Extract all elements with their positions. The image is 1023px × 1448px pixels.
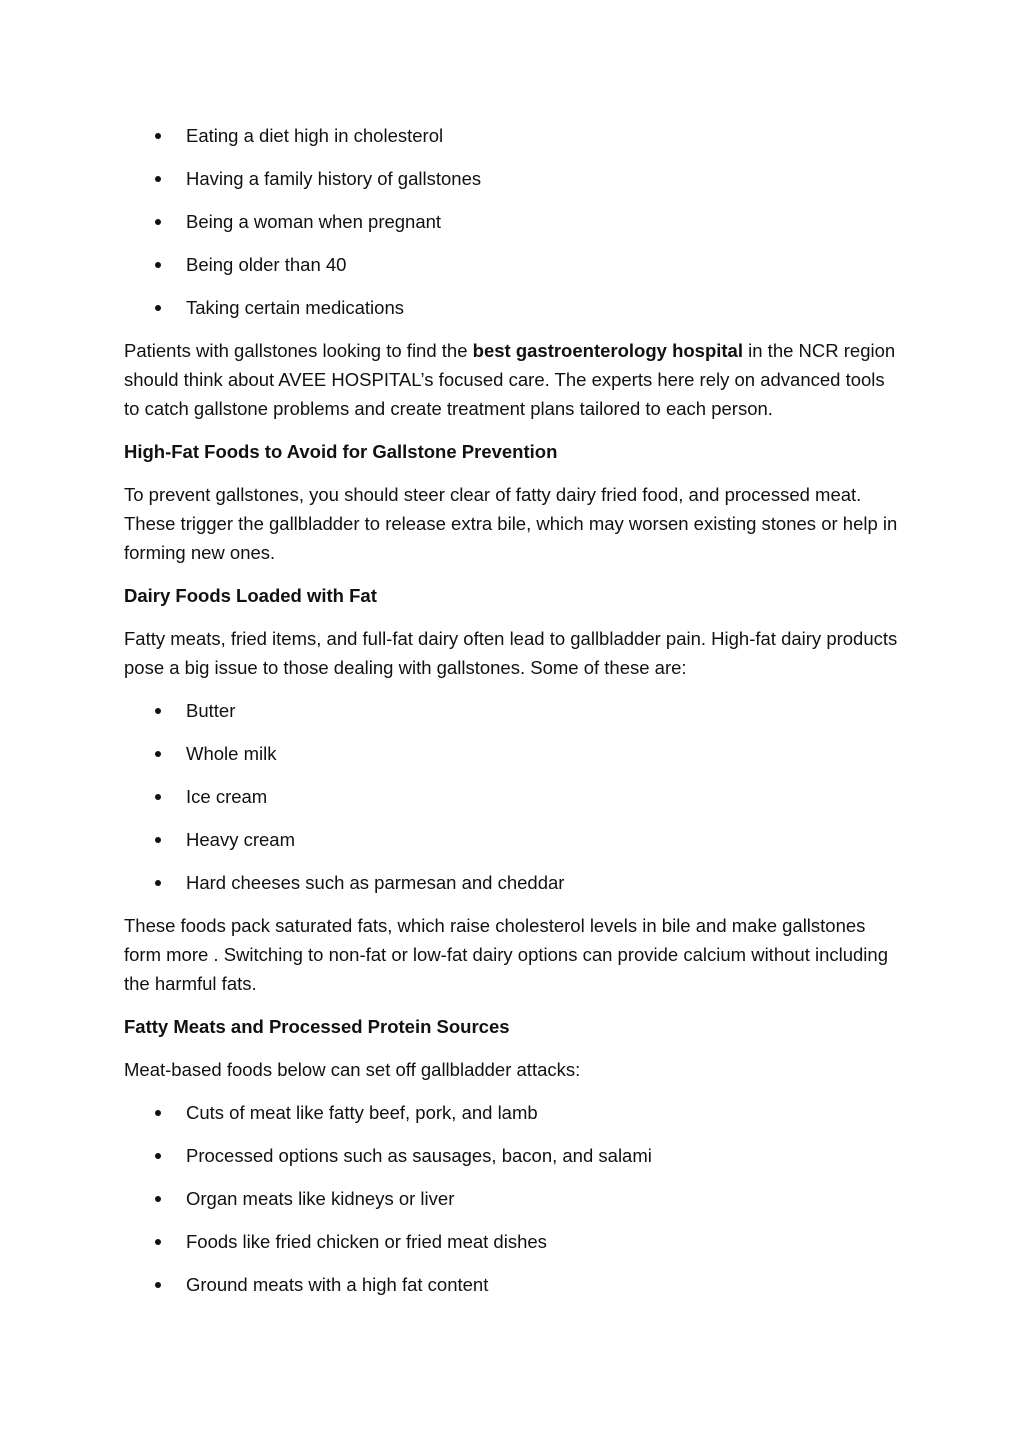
list-item: Ice cream: [124, 782, 899, 825]
dairy-foods-list: [124, 696, 899, 911]
list-item: Taking certain medications: [124, 293, 899, 336]
section-heading-dairy-foods: Dairy Foods Loaded with Fat: [124, 585, 377, 606]
bullet-icon: [155, 708, 161, 714]
bullet-icon: [155, 133, 161, 139]
section-heading-fatty-meats: Fatty Meats and Processed Protein Sources: [124, 1016, 510, 1037]
list-item: Hard cheeses such as parmesan and cheddar: [124, 868, 899, 911]
bullet-icon: [155, 880, 161, 886]
meat-intro-paragraph: Meat-based foods below can set off gallbladder attacks:: [124, 1059, 581, 1080]
saturated-fats-paragraph: These foods pack saturated fats, which raise cholesterol levels in bile and make gallstones form more . Switching to non-fat or low-fat dairy options can provide calcium without including the harmful fats.: [124, 915, 888, 994]
list-item: Ground meats with a high fat content: [124, 1270, 899, 1313]
list-item: Heavy cream: [124, 825, 899, 868]
bullet-icon: [155, 1239, 161, 1245]
meat-foods-list: [124, 1098, 899, 1313]
bullet-icon: [155, 1196, 161, 1202]
risk-factors-list: [124, 121, 899, 336]
bullet-icon: [155, 1153, 161, 1159]
list-item: Whole milk: [124, 739, 899, 782]
list-item: Organ meats like kidneys or liver: [124, 1184, 899, 1227]
bold-keyword: best gastroenterology hospital: [472, 340, 743, 361]
bullet-icon: [155, 794, 161, 800]
list-item: Butter: [124, 696, 899, 739]
hospital-paragraph: Patients with gallstones looking to find the best gastroenterology hospital in the NCR region should think about AVEE HOSPITAL’s focused care. The experts here rely on advanced tools to catch gallstone problems and create treatment plans tailored to each person.: [124, 340, 896, 419]
bullet-icon: [155, 262, 161, 268]
list-item: Eating a diet high in cholesterol: [124, 121, 899, 164]
prevention-paragraph: To prevent gallstones, you should steer clear of fatty dairy fried food, and processed meat. These trigger the gallbladder to release extra bile, which may worsen existing stones or help in forming new ones.: [124, 484, 898, 563]
bullet-icon: [155, 837, 161, 843]
dairy-intro-paragraph: Fatty meats, fried items, and full-fat dairy often lead to gallbladder pain. High-fat dairy products pose a big issue to those dealing with gallstones. Some of these are:: [124, 628, 898, 678]
bullet-icon: [155, 751, 161, 757]
document-page: [124, 121, 899, 1313]
list-item: Having a family history of gallstones: [124, 164, 899, 207]
bullet-icon: [155, 219, 161, 225]
bullet-icon: [155, 305, 161, 311]
list-item: Foods like fried chicken or fried meat dishes: [124, 1227, 899, 1270]
list-item: Being older than 40: [124, 250, 899, 293]
bullet-icon: [155, 176, 161, 182]
list-item: Being a woman when pregnant: [124, 207, 899, 250]
section-heading-high-fat-foods: High-Fat Foods to Avoid for Gallstone Prevention: [124, 441, 558, 462]
list-item: Cuts of meat like fatty beef, pork, and lamb: [124, 1098, 899, 1141]
bullet-icon: [155, 1110, 161, 1116]
list-item: Processed options such as sausages, bacon, and salami: [124, 1141, 899, 1184]
bullet-icon: [155, 1282, 161, 1288]
